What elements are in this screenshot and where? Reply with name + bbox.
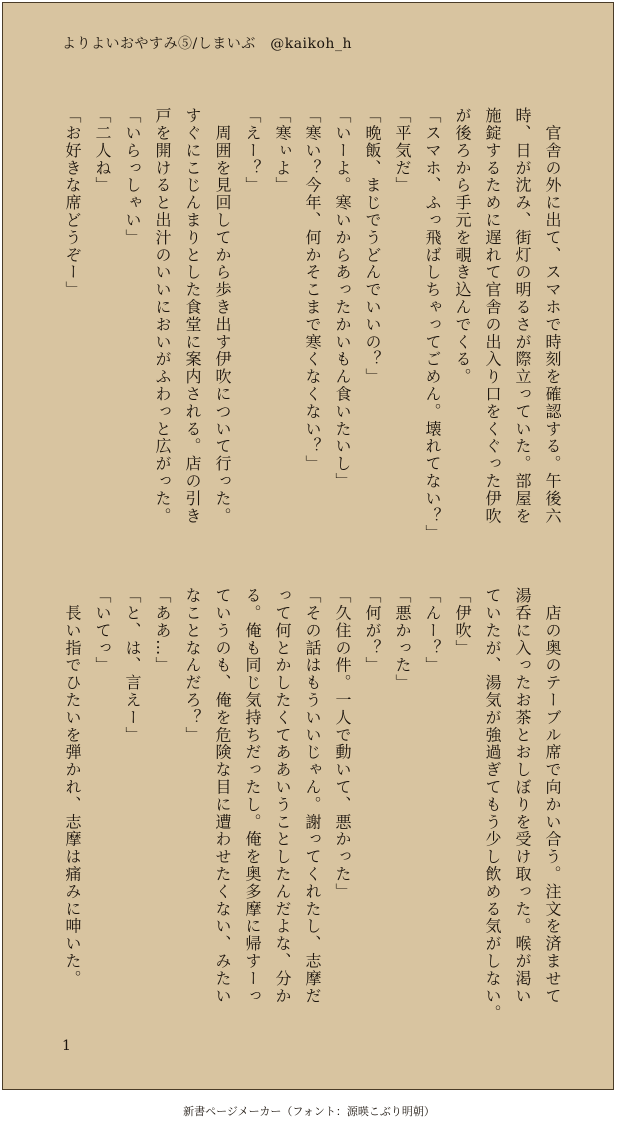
text-line: 「いらっしゃい」 bbox=[123, 107, 142, 247]
text-line: 「二人ね」 bbox=[93, 107, 112, 194]
text-line: 「いーよ。寒いからあったかいもん食いたいし」 bbox=[333, 107, 352, 490]
page-number: 1 bbox=[62, 1038, 71, 1054]
text-line: 官舎の外に出て、スマホで時刻を確認する。午後六 bbox=[543, 107, 562, 525]
text-line: 「晩飯、まじでうどんでいいの？」 bbox=[363, 107, 382, 386]
text-line: すぐにこじんまりとした食堂に案内される。店の引き bbox=[183, 107, 202, 525]
text-line: 「ああ…」 bbox=[153, 587, 172, 674]
text-line: 「寒ぃよ」 bbox=[273, 107, 292, 194]
text-line: が後ろから手元を覗き込んでくる。 bbox=[453, 107, 472, 386]
text-line: 「何が？」 bbox=[363, 587, 382, 674]
text-line: 「いてっ」 bbox=[93, 587, 112, 674]
text-line: る。俺も同じ気持ちだったし。俺を奥多摩に帰すーっ bbox=[243, 587, 262, 1005]
text-line: 「と、は、言えー」 bbox=[123, 587, 142, 744]
text-line: 「その話はもういいじゃん。謝ってくれたし、志摩だ bbox=[303, 587, 322, 1005]
footer-credit: 新書ページメーカー（フォント：源暎こぶり明朝） bbox=[183, 1105, 435, 1118]
text-line: 店の奥のテーブル席で向かい合う。注文を済ませて bbox=[543, 587, 562, 1005]
book-page bbox=[2, 2, 614, 1090]
text-line: 長い指でひたいを弾かれ、志摩は痛みに呻いた。 bbox=[63, 587, 82, 988]
text-block-bottom bbox=[57, 587, 567, 1022]
text-line: 時、日が沈み、街灯の明るさが際立っていた。部屋を bbox=[513, 107, 532, 525]
text-line: ていうのも、俺を危険な目に遭わせたくない、みたい bbox=[213, 587, 232, 1005]
text-line: 「お好きな席どうぞー」 bbox=[63, 107, 82, 299]
text-line: ていたが、湯気が強過ぎてもう少し飲める気がしない。 bbox=[483, 587, 502, 1022]
text-line: 周囲を見回してから歩き出す伊吹について行った。 bbox=[213, 107, 232, 525]
text-block-top bbox=[57, 107, 567, 542]
text-line: 「んー？」 bbox=[423, 587, 442, 674]
text-line: なことなんだろ？」 bbox=[183, 587, 202, 744]
text-line: 湯呑に入ったお茶とおしぼりを受け取った。喉が渇い bbox=[513, 587, 532, 1005]
text-line: 「スマホ、ふっ飛ばしちゃってごめん。壊れてない？」 bbox=[423, 107, 442, 542]
text-line: 「平気だ」 bbox=[393, 107, 412, 194]
text-line: 戸を開けると出汁のいいにおいがふわっと広がった。 bbox=[153, 107, 172, 525]
page-header: よりよいおやすみ⑤/しまいぶ @kaikoh_h bbox=[62, 36, 352, 52]
text-line: 施錠するために遅れて官舎の出入り口をくぐった伊吹 bbox=[483, 107, 502, 525]
text-line: 「悪かった」 bbox=[393, 587, 412, 692]
text-line: って何とかしたくてああいうことしたんだよな、分か bbox=[273, 587, 292, 1005]
text-line: 「えー？」 bbox=[243, 107, 262, 194]
text-line: 「寒い？今年、何かそこまで寒くなくない？」 bbox=[303, 107, 322, 473]
text-line: 「久住の件。一人で動いて、悪かった」 bbox=[333, 587, 352, 901]
text-line: 「伊吹」 bbox=[453, 587, 472, 657]
